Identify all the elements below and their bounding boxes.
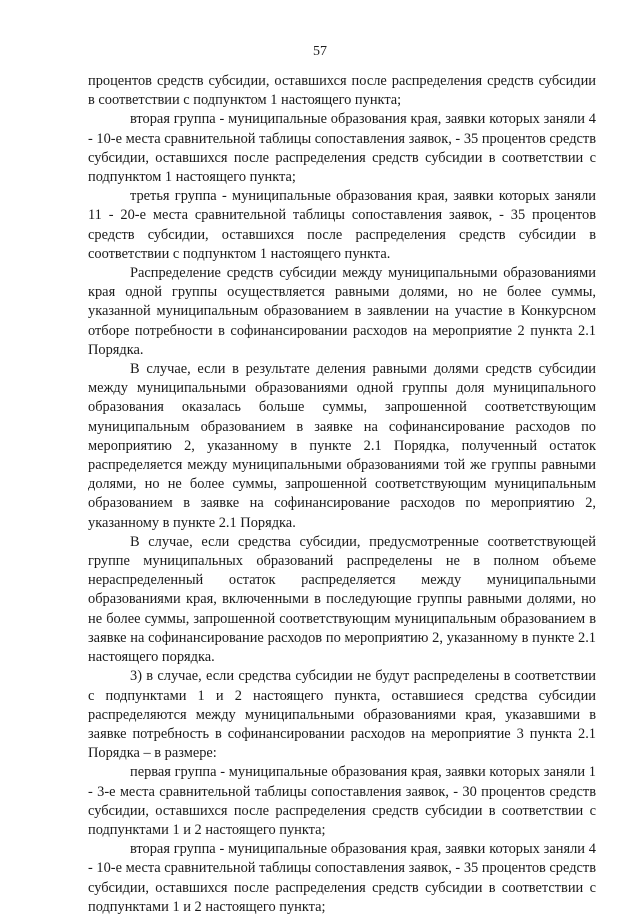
paragraph-first-group: первая группа - муниципальные образования края, заявки которых заняли 1 - 3-е места сравнительной таблицы сопоставления заявок, - 30 процентов средств субсидии, оставшихся после распределения средств субсидии в соответствии с подпунктами 1 и 2 настоящего пункта; <box>88 764 596 838</box>
paragraph-subitem-3: 3) в случае, если средства субсидии не будут распределены в соответствии с подпунктами 1 и 2 настоящего пункта, оставшиеся средства субсидии распределяются между муниципальными образованиями края, указавшими в заявке потребность в софинансировании расходов на мероприятие 3 пункта 2.1 Порядка – в размере: <box>88 668 596 762</box>
paragraph-distribution-rule: Распределение средств субсидии между муниципальными образованиями края одной группы осуществляется равными долями, но не более суммы, указанной муниципальным образованием в заявлении на участие в Конкурсном отборе потребности в софинансировании расходов на мероприятие 2 пункта 2.1 Порядка. <box>88 265 596 358</box>
paragraph-third-group: третья группа - муниципальные образования края, заявки которых заняли 11 - 20-е места сравнительной таблицы сопоставления заявок, - 35 процентов средств субсидии, оставшихся после распределения средств субсидии в соответствии с подпунктом 1 настоящего пункта. <box>88 188 596 262</box>
paragraph-continuation: процентов средств субсидии, оставшихся после распределения средств субсидии в соответствии с подпунктом 1 настоящего пункта; <box>88 73 596 109</box>
paragraph-second-group-item-3: вторая группа - муниципальные образования края, заявки которых заняли 4 - 10-е места сравнительной таблицы сопоставления заявок, - 35 процентов средств субсидии, оставшихся после распределения средств субсидии в соответствии с подпунктами 1 и 2 настоящего пункта; <box>88 841 596 915</box>
paragraph-second-group: вторая группа - муниципальные образования края, заявки которых заняли 4 - 10-е места сравнительной таблицы сопоставления заявок, - 35 процентов средств субсидии, оставшихся после распределения средств субсидии в соответствии с подпунктом 1 настоящего пункта; <box>88 111 596 186</box>
paragraph-remainder-next-groups: В случае, если средства субсидии, предусмотренные соответствующей группе муниципальных образований распределены не в полном объеме нераспределенный остаток распределяется между муниципальными образованиями края, включенными в последующие группы равными долями, но не более суммы, запрошенной соответствующим муниципальным образованием в заявке на софинансирование расходов по мероприятию 2, указанному в пункте 2.1 настоящего порядка. <box>88 533 596 666</box>
page-number: 57 <box>313 44 327 59</box>
document-body <box>88 72 596 917</box>
paragraph-remainder-same-group: В случае, если в результате деления равными долями средств субсидии между муниципальными образованиями одной группы доля муниципального образования оказалась больше суммы, запрошенной соответствующим муниципальным образованием в заявке на софинансирование расходов по мероприятию 2, указанному в пункте 2.1 Порядка, полученный остаток распределяется между муниципальными образованиями той же группы равными долями, но не более суммы, запрошенной соответствующим муниципальным образованием в заявке на софинансирование расходов по мероприятию 2, указанному в пункте 2.1 Порядка. <box>88 361 596 531</box>
